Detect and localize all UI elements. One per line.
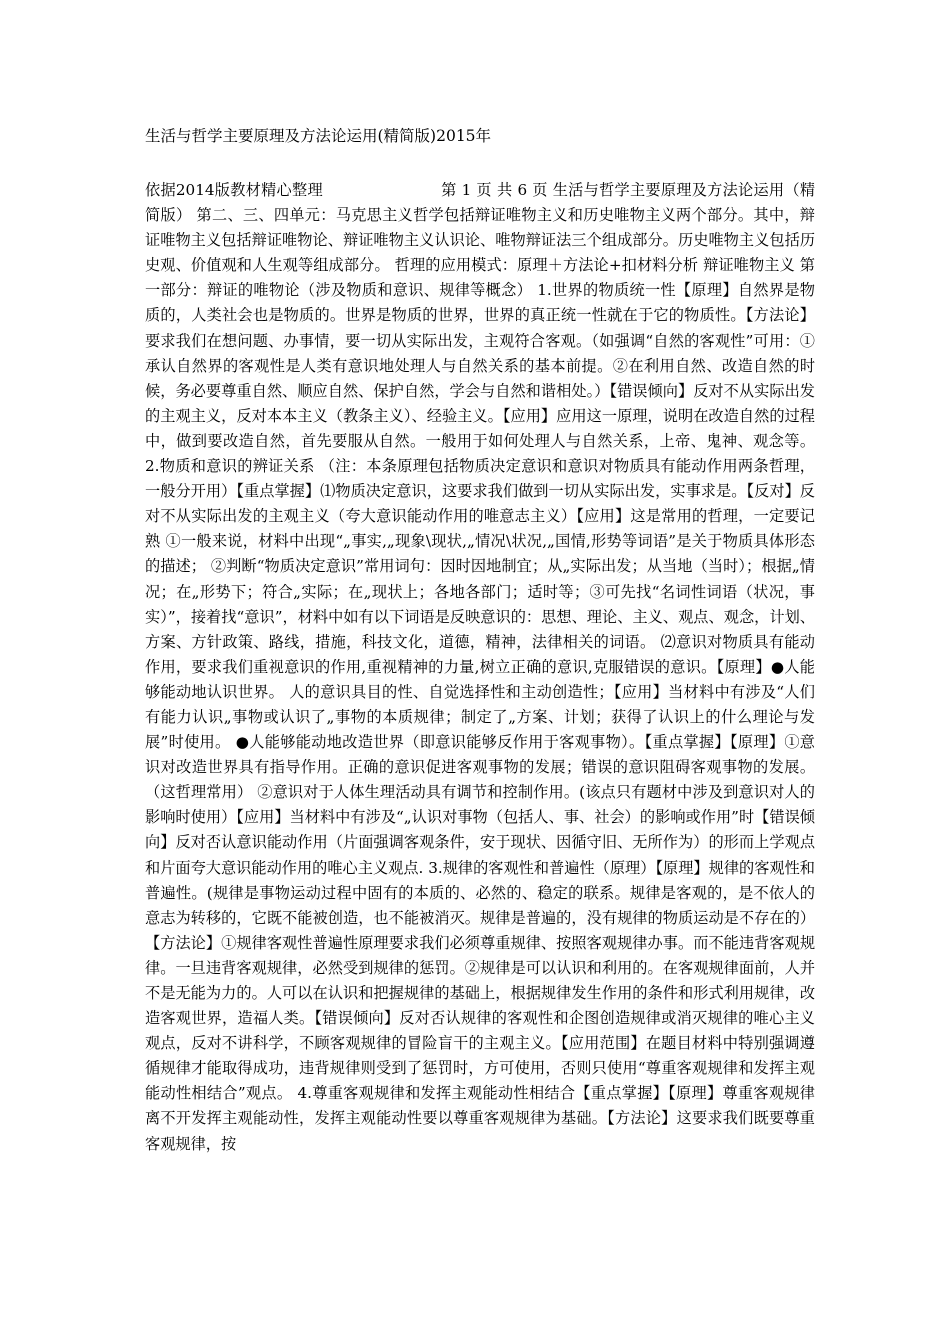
header-source-note: 依据2014版教材精心整理: [145, 181, 323, 199]
document-title: 生活与哲学主要原理及方法论运用(精简版)2015年: [145, 127, 492, 145]
body-text: 生活与哲学主要原理及方法论运用（精简版） 第二、三、四单元：马克思主义哲学包括辩证唯物主义和历史唯物主义两个部分。其中，辩证唯物主义包括辩证唯物论、辩证唯物主义认识论、唯物辩证法三个组成部分。历史唯物主义包括历史观、价值观和人生观等组成部分。 哲理的应用模式：原理＋方法论+扣材料分析 辩证唯物主义 第一部分：辩证的唯物论（涉及物质和意识、规律等概念） 1.世界的物质统一性【原理】自然界是物质的，人类社会也是物质的。世界是物质的世界，世界的真正统一性就在于它的物质性。【方法论】要求我们在想问题、办事情，要一切从实际出发，主观符合客观。（如强调“自然的客观性”可用：①承认自然界的客观性是人类有意识地处理人与自然关系的基本前提。②在利用自然、改造自然的时候，务必要尊重自然、顺应自然、保护自然，学会与自然和谐相处。）【错误倾向】反对不从实际出发的主观主义，反对本本主义（教条主义）、经验主义。【应用】应用这一原理，说明在改造自然的过程中，做到要改造自然，首先要服从自然。一般用于如何处理人与自然关系，上帝、鬼神、观念等。 2.物质和意识的辨证关系 （注：本条原理包括物质决定意识和意识对物质具有能动作用两条哲理，一般分开用）【重点掌握】⑴物质决定意识，这要求我们做到一切从实际出发，实事求是。【反对】反对不从实际出发的主观主义（夸大意识能动作用的唯意志主义）【应用】这是常用的哲理，一定要记熟 ①一般来说，材料中出现“„事实,„现象\现状,„情况\状况,„国情,形势等词语”是关于物质具体形态的描述； ②判断“物质决定意识”常用词句：因时因地制宜；从„实际出发；从当地（当时）；根据„情况；在„形势下；符合„实际；在„现状上；各地各部门；适时等；③可先找“名词性词语（状况，事实）”，接着找“意识”，材料中如有以下词语是反映意识的：思想、理论、主义、观点、观念，计划、方案、方针政策、路线，措施，科技文化，道德，精神，法律相关的词语。 ⑵意识对物质具有能动作用，要求我们重视意识的作用,重视精神的力量,树立正确的意识,克服错误的意识。【原理】●人能够能动地认识世界。 人的意识具目的性、自觉选择性和主动创造性；【应用】当材料中有涉及“人们有能力认识„事物或认识了„事物的本质规律；制定了„方案、计划；获得了认识上的什么理论与发展”时使用。 ●人能够能动地改造世界（即意识能够反作用于客观事物）。【重点掌握】【原理】①意识对改造世界具有指导作用。正确的意识促进客观事物的发展；错误的意识阻碍客观事物的发展。（这哲理常用） ②意识对于人体生理活动具有调节和控制作用。(该点只有题材中涉及到意识对人的影响时使用）【应用】当材料中有涉及“„认识对事物（包括人、事、社会）的影响或作用”时【错误倾向】反对否认意识能动作用（片面强调客观条件，安于现状、因循守旧、无所作为）的形而上学观点和片面夸大意识能动作用的唯心主义观点. 3.规律的客观性和普遍性（原理）【原理】规律的客观性和普遍性。(规律是事物运动过程中固有的本质的、必然的、稳定的联系。规律是客观的，是不依人的意志为转移的，它既不能被创造，也不能被消灭。规律是普遍的，没有规律的物质运动是不存在的）【方法论】①规律客观性普遍性原理要求我们必须尊重规律、按照客观规律办事。而不能违背客观规律。一旦违背客观规律，必然受到规律的惩罚。②规律是可以认识和利用的。在客观规律面前，人并不是无能为力的。人可以在认识和把握规律的基础上，根据规律发生作用的条件和形式利用规律，改造客观世界，造福人类。【错误倾向】反对否认规律的客观性和企图创造规律或消灭规律的唯心主义观点，反对不讲科学，不顾客观规律的冒险盲干的主观主义。【应用范围】在题目材料中特别强调遵循规律才能取得成功，违背规律则受到了惩罚时，方可使用，否则只使用“尊重客观规律和发挥主观能动性相结合”观点。 4.尊重客观规律和发挥主观能动性相结合【重点掌握】【原理】尊重客观规律离不开发挥主观能动性，发挥主观能动性要以尊重客观规律为基础。【方法论】这要求我们既要尊重客观规律，按: [145, 181, 816, 1153]
page-number: 第 1 页 共 6 页: [440, 181, 548, 199]
document-body: [145, 178, 815, 1157]
body-paragraph: [145, 178, 815, 1157]
